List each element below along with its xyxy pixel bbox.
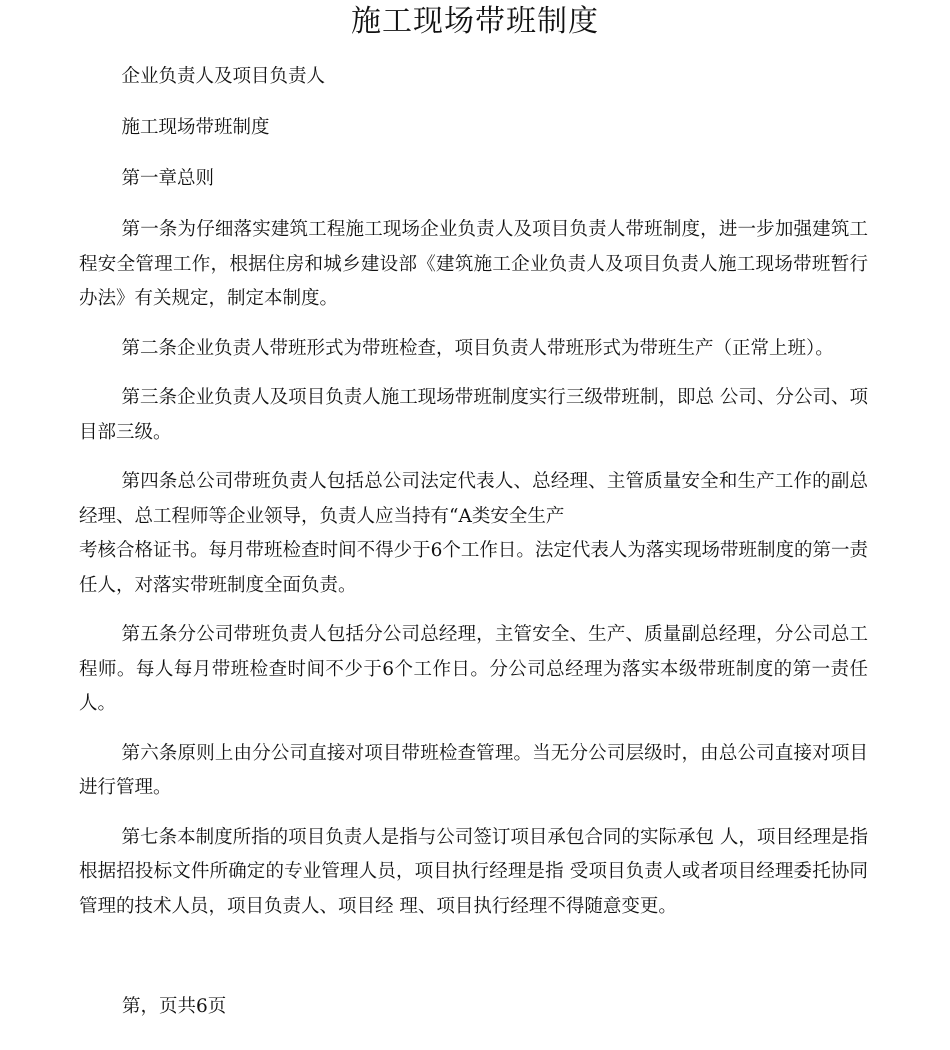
paragraph-heading-2: 施工现场带班制度 bbox=[121, 117, 270, 138]
document-body bbox=[79, 60, 868, 939]
paragraph-article-1: 第一条为仔细落实建筑工程施工现场企业负责人及项目负责人带班制度，进一步加强建筑工程安全管理工作，根据住房和城乡建设部《建筑施工企业负责人及项目负责人施工现场带班暂行办法》有关规定，制定本制度。 bbox=[79, 219, 868, 309]
paragraph-article-6: 第六条原则上由分公司直接对项目带班检查管理。当无分公司层级时，由总公司直接对项目进行管理。 bbox=[79, 742, 868, 798]
paragraph-article-3: 第三条企业负责人及项目负责人施工现场带班制度实行三级带班制，即总 公司、分公司、项目部三级。 bbox=[79, 387, 868, 443]
paragraph-chapter: 第一章总则 bbox=[121, 168, 215, 189]
paragraph-heading-1: 企业负责人及项目负责人 bbox=[121, 66, 326, 87]
paragraph-article-4-part-1: 第四条总公司带班负责人包括总公司法定代表人、总经理、主管质量安全和生产工作的副总经理、总工程师等企业领导，负责人应当持有“A类安全生产 bbox=[79, 471, 868, 527]
document-title: 施工现场带班制度 bbox=[351, 4, 599, 39]
paragraph-article-5: 第五条分公司带班负责人包括分公司总经理，主管安全、生产、质量副总经理，分公司总工程师。每人每月带班检查时间不少于6个工作日。分公司总经理为落实本级带班制度的第一责任人。 bbox=[79, 624, 868, 714]
paragraph-article-7: 第七条本制度所指的项目负责人是指与公司签订项目承包合同的实际承包 人，项目经理是指根据招投标文件所确定的专业管理人员，项目执行经理是指 受项目负责人或者项目经理委托协同管理的技术人员，项目负责人、项目经 理、项目执行经理不得随意变更。 bbox=[79, 826, 868, 917]
paragraph-article-2: 第二条企业负责人带班形式为带班检查，项目负责人带班形式为带班生产（正常上班）。 bbox=[121, 337, 834, 359]
page-footer: 第，页共6页 bbox=[122, 996, 227, 1017]
paragraph-article-4-part-2: 考核合格证书。每月带班检查时间不得少于6个工作日。法定代表人为落实现场带班制度的第一责任人，对落实带班制度全面负责。 bbox=[79, 540, 868, 596]
